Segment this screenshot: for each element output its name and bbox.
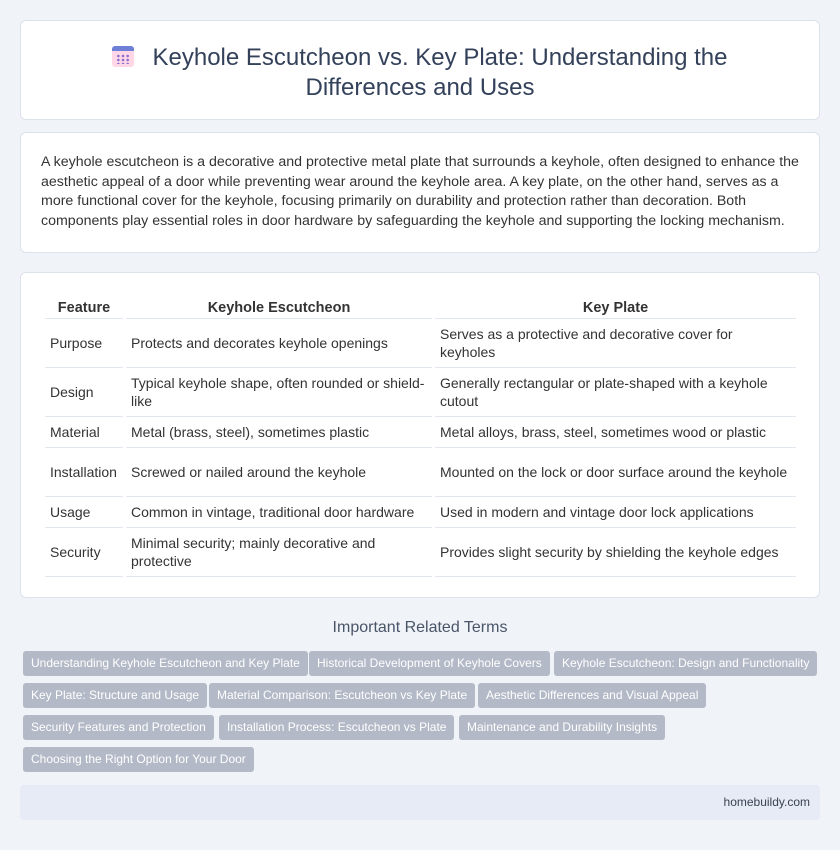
related-term-tag[interactable]: Material Comparison: Escutcheon vs Key Plate	[209, 683, 475, 708]
row-key-plate: Generally rectangular or plate-shaped with a keyhole cutout	[435, 368, 796, 417]
comparison-card	[20, 272, 820, 598]
related-term-tag[interactable]: Understanding Keyhole Escutcheon and Key Plate	[23, 651, 308, 676]
related-term-tag[interactable]: Key Plate: Structure and Usage	[23, 683, 207, 708]
intro-paragraph: A keyhole escutcheon is a decorative and protective metal plate that surrounds a keyhole, often designed to enhance the aesthetic appeal of a door while preventing wear around the keyhole area. A key plate, on the other hand, serves as a more functional cover for the keyhole, focusing primarily on durability and protection rather than decoration. Both components play essential roles in door hardware by safeguarding the keyhole and supporting the locking mechanism.	[41, 154, 799, 229]
intro-card	[20, 132, 820, 253]
related-term-tag[interactable]: Choosing the Right Option for Your Door	[23, 747, 254, 772]
row-key-plate: Metal alloys, brass, steel, sometimes wood or plastic	[435, 417, 796, 448]
table-row	[45, 528, 796, 577]
row-feature: Usage	[45, 497, 123, 528]
row-key-plate: Mounted on the lock or door surface around the keyhole	[435, 448, 796, 497]
table-row	[45, 497, 796, 528]
row-feature: Installation	[45, 448, 123, 497]
row-key-plate: Used in modern and vintage door lock applications	[435, 497, 796, 528]
calendar-icon	[112, 45, 134, 67]
footer-site[interactable]: homebuildy.com	[723, 795, 810, 809]
row-escutcheon: Common in vintage, traditional door hardware	[126, 497, 432, 528]
related-term-tag[interactable]: Keyhole Escutcheon: Design and Functionality	[554, 651, 817, 676]
related-term-tag[interactable]: Maintenance and Durability Insights	[459, 715, 665, 740]
row-feature: Security	[45, 528, 123, 577]
related-term-tag[interactable]: Security Features and Protection	[23, 715, 214, 740]
table-row	[45, 417, 796, 448]
header-feature: Feature	[45, 295, 123, 319]
page-title	[51, 43, 789, 103]
footer	[20, 785, 820, 820]
related-term-tag[interactable]: Historical Development of Keyhole Covers	[309, 651, 550, 676]
related-terms-title: Important Related Terms	[332, 619, 508, 636]
related-term-tag[interactable]: Installation Process: Escutcheon vs Plate	[219, 715, 454, 740]
table-header-row	[45, 295, 796, 319]
related-term-tag[interactable]: Aesthetic Differences and Visual Appeal	[478, 683, 706, 708]
row-feature: Material	[45, 417, 123, 448]
comparison-table	[42, 295, 799, 577]
row-escutcheon: Protects and decorates keyhole openings	[126, 319, 432, 368]
row-escutcheon: Typical keyhole shape, often rounded or shield-like	[126, 368, 432, 417]
page-title-text: Keyhole Escutcheon vs. Key Plate: Understanding the Differences and Uses	[152, 44, 728, 101]
table-row	[45, 448, 796, 497]
table-row	[45, 368, 796, 417]
row-key-plate: Serves as a protective and decorative cover for keyholes	[435, 319, 796, 368]
row-feature: Purpose	[45, 319, 123, 368]
row-escutcheon: Metal (brass, steel), sometimes plastic	[126, 417, 432, 448]
table-row	[45, 319, 796, 368]
header-card	[20, 20, 820, 120]
row-key-plate: Provides slight security by shielding the keyhole edges	[435, 528, 796, 577]
row-feature: Design	[45, 368, 123, 417]
header-key-plate: Key Plate	[435, 295, 796, 319]
row-escutcheon: Minimal security; mainly decorative and protective	[126, 528, 432, 577]
header-escutcheon: Keyhole Escutcheon	[126, 295, 432, 319]
row-escutcheon: Screwed or nailed around the keyhole	[126, 448, 432, 497]
